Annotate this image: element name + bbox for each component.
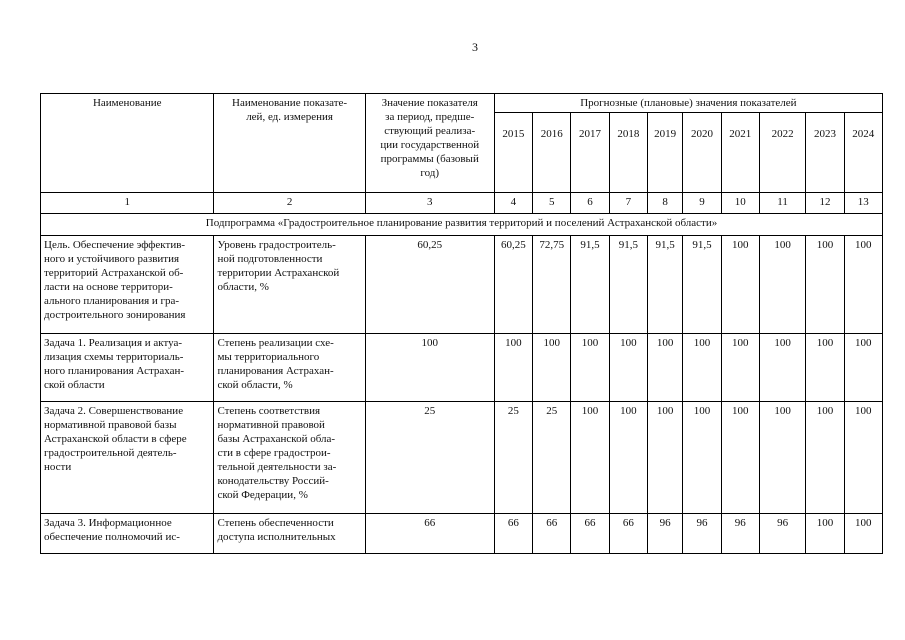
header-indicator: Наименование показате- лей, ед. измерения [214,94,365,193]
row-year-value: 100 [648,402,683,514]
column-number: 2 [214,193,365,214]
row-year-value: 66 [494,514,532,554]
row-year-value: 100 [759,402,805,514]
row-base-value: 66 [365,514,494,554]
column-number: 11 [759,193,805,214]
row-name: Задача 3. Информационное обеспечение полномочий ис- [41,514,214,554]
row-year-value: 100 [609,402,647,514]
row-year-value: 100 [844,236,882,334]
header-year: 2023 [806,113,844,193]
row-year-value: 100 [571,334,609,402]
row-year-value: 96 [648,514,683,554]
row-year-value: 100 [683,402,721,514]
column-number: 5 [533,193,571,214]
row-indicator: Степень обеспеченности доступа исполнительных [214,514,365,554]
page-number: 3 [472,40,478,54]
table-row [41,334,883,402]
row-year-value: 100 [759,236,805,334]
header-year: 2021 [721,113,759,193]
row-indicator: Степень реализации схе- мы территориального планирования Астрахан- ской области, % [214,334,365,402]
table-row [41,402,883,514]
row-year-value: 100 [806,402,844,514]
row-year-value: 100 [721,402,759,514]
row-year-value: 91,5 [683,236,721,334]
row-year-value: 96 [759,514,805,554]
indicators-table [40,93,883,554]
row-year-value: 100 [806,334,844,402]
row-year-value: 100 [683,334,721,402]
row-year-value: 96 [683,514,721,554]
column-number: 10 [721,193,759,214]
row-year-value: 91,5 [571,236,609,334]
column-number: 3 [365,193,494,214]
row-indicator: Уровень градостроитель- ной подготовленности территории Астраханской области, % [214,236,365,334]
row-name: Задача 2. Совершенствование нормативной правовой базы Астраханской области в сфере градостроительной деятель- ности [41,402,214,514]
header-year: 2015 [494,113,532,193]
row-year-value: 91,5 [648,236,683,334]
row-name: Цель. Обеспечение эффектив- ного и устойчивого развития территорий Астраханской об- ласти на основе территори- ального планирования и гра- достроительного зонирования [41,236,214,334]
row-year-value: 66 [571,514,609,554]
row-year-value: 96 [721,514,759,554]
column-number: 9 [683,193,721,214]
subprogram-title: Подпрограмма «Градостроительное планирование развития территорий и поселений Астраханской области» [41,214,883,236]
row-year-value: 100 [648,334,683,402]
row-year-value: 66 [609,514,647,554]
row-year-value: 25 [533,402,571,514]
header-year: 2024 [844,113,882,193]
column-number: 4 [494,193,532,214]
subprogram-row [41,214,883,236]
row-year-value: 100 [844,402,882,514]
column-number: 13 [844,193,882,214]
row-year-value: 25 [494,402,532,514]
header-year: 2016 [533,113,571,193]
row-year-value: 60,25 [494,236,532,334]
row-year-value: 91,5 [609,236,647,334]
table-row [41,514,883,554]
row-year-value: 100 [533,334,571,402]
header-year: 2019 [648,113,683,193]
column-number: 1 [41,193,214,214]
row-name: Задача 1. Реализация и актуа- лизация схемы территориаль- ного планирования Астрахан- ской области [41,334,214,402]
row-year-value: 100 [806,236,844,334]
row-year-value: 100 [721,334,759,402]
row-base-value: 25 [365,402,494,514]
row-year-value: 100 [759,334,805,402]
row-year-value: 66 [533,514,571,554]
row-year-value: 100 [844,334,882,402]
row-year-value: 100 [844,514,882,554]
header-year: 2022 [759,113,805,193]
row-year-value: 72,75 [533,236,571,334]
row-year-value: 100 [609,334,647,402]
row-base-value: 100 [365,334,494,402]
column-number: 6 [571,193,609,214]
row-year-value: 100 [571,402,609,514]
header-forecast-group: Прогнозные (плановые) значения показателей [494,94,882,113]
header-name: Наименование [41,94,214,193]
row-year-value: 100 [494,334,532,402]
header-row [41,94,883,113]
column-number: 12 [806,193,844,214]
header-base-value: Значение показателя за период, предше- ствующий реализа- ции государственной программы (базовый год) [365,94,494,193]
column-number: 8 [648,193,683,214]
table-row [41,236,883,334]
row-year-value: 100 [806,514,844,554]
row-year-value: 100 [721,236,759,334]
header-year: 2018 [609,113,647,193]
header-year: 2017 [571,113,609,193]
header-year: 2020 [683,113,721,193]
row-indicator: Степень соответствия нормативной правовой базы Астраханской обла- сти в сфере градострои- тельной деятельности за- конодательству Россий- ской Федерации, % [214,402,365,514]
column-number: 7 [609,193,647,214]
column-number-row [41,193,883,214]
row-base-value: 60,25 [365,236,494,334]
